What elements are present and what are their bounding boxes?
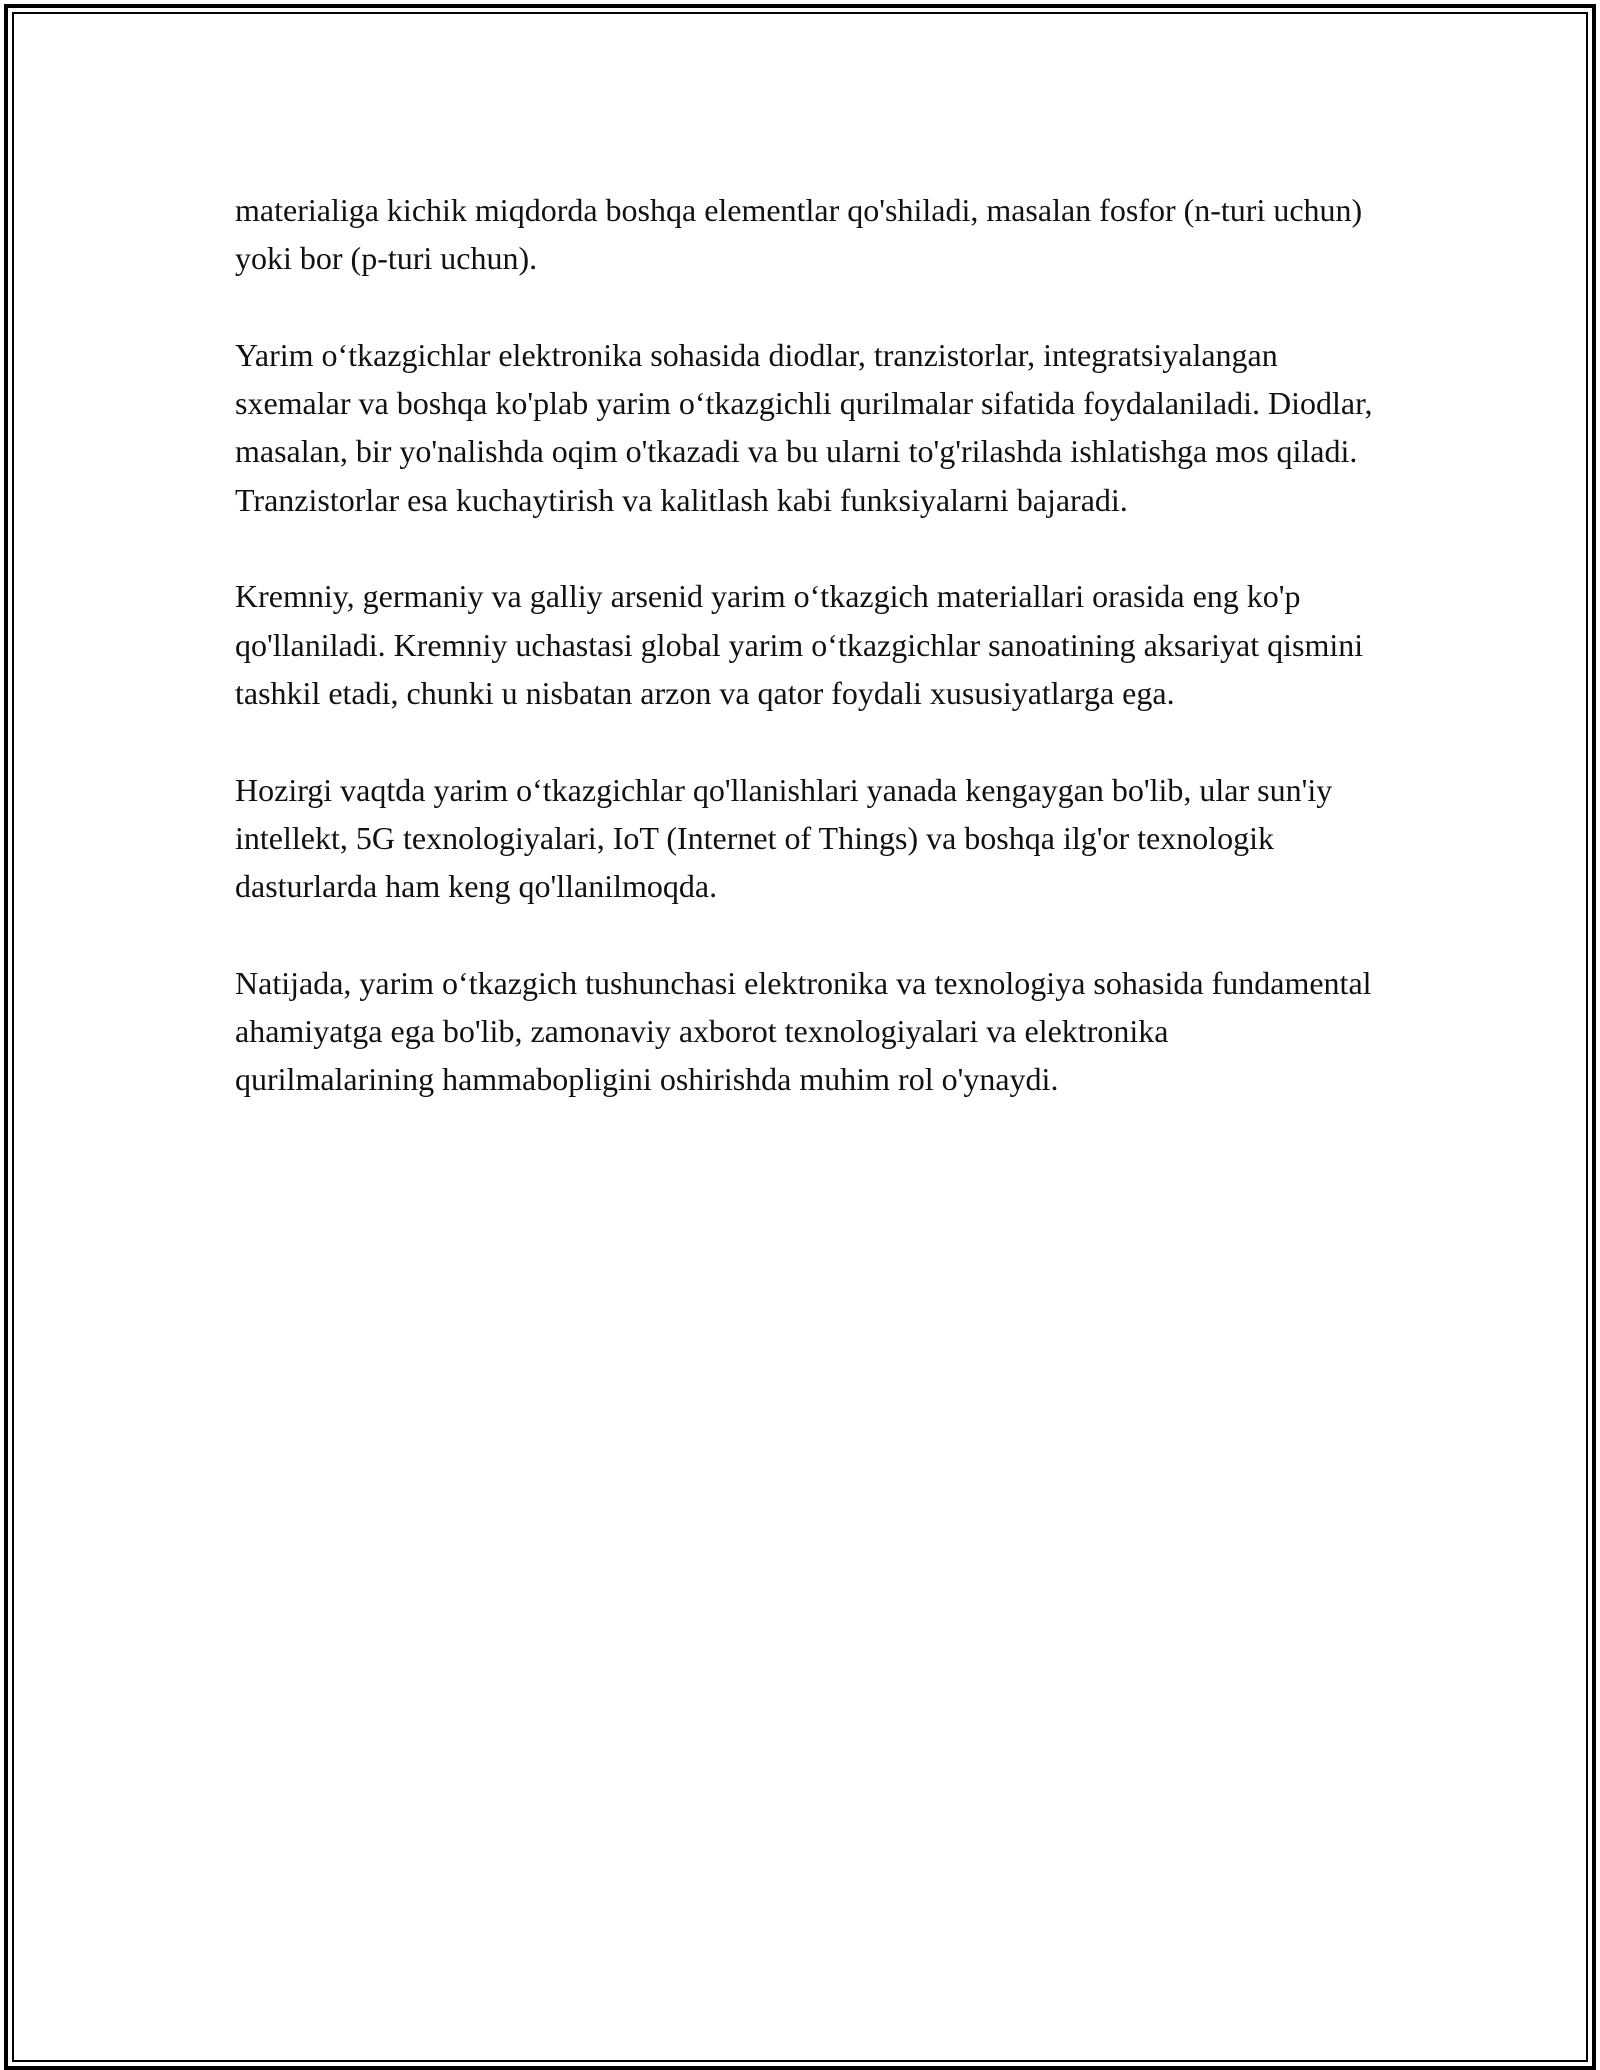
paragraph-4: Hozirgi vaqtda yarim o‘tkazgichlar qo'llanishlari yanada kengaygan bo'lib, ular sun'iy intellekt, 5G texnologiyalari, IoT (Internet of Things) va boshqa ilg'or texnologik dasturlarda ham keng qo'llanilmoqda. <box>235 771 1333 905</box>
paragraph-2: Yarim o‘tkazgichlar elektronika sohasida diodlar, tranzistorlar, integratsiyalangan sxemalar va boshqa ko'plab yarim o‘tkazgichli qurilmalar sifatida foydalaniladi. Diodlar, masalan, bir yo'nalishda oqim o'tkazadi va bu ularni to'g'rilashda ishlatishga mos qiladi. Tranzistorlar esa kuchaytirish va kalitlash kabi funksiyalarni bajaradi. <box>235 336 1373 518</box>
document-body <box>235 186 1375 1152</box>
paragraph-5: Natijada, yarim o‘tkazgich tushunchasi elektronika va texnologiya sohasida fundamental ahamiyatga ega bo'lib, zamonaviy axborot texnologiyalari va elektronika qurilmalarining hammabopligini oshirishda muhim rol o'ynaydi. <box>235 964 1372 1098</box>
paragraph-3: Kremniy, germaniy va galliy arsenid yarim o‘tkazgich materiallari orasida eng ko'p qo'llaniladi. Kremniy uchastasi global yarim o‘tkazgichlar sanoatining aksariyat qismini tashkil etadi, chunki u nisbatan arzon va qator foydali xususiyatlarga ega. <box>235 578 1364 711</box>
paragraph-1: materialiga kichik miqdorda boshqa elementlar qo'shiladi, masalan fosfor (n-turi uchun) yoki bor (p-turi uchun). <box>235 192 1363 277</box>
